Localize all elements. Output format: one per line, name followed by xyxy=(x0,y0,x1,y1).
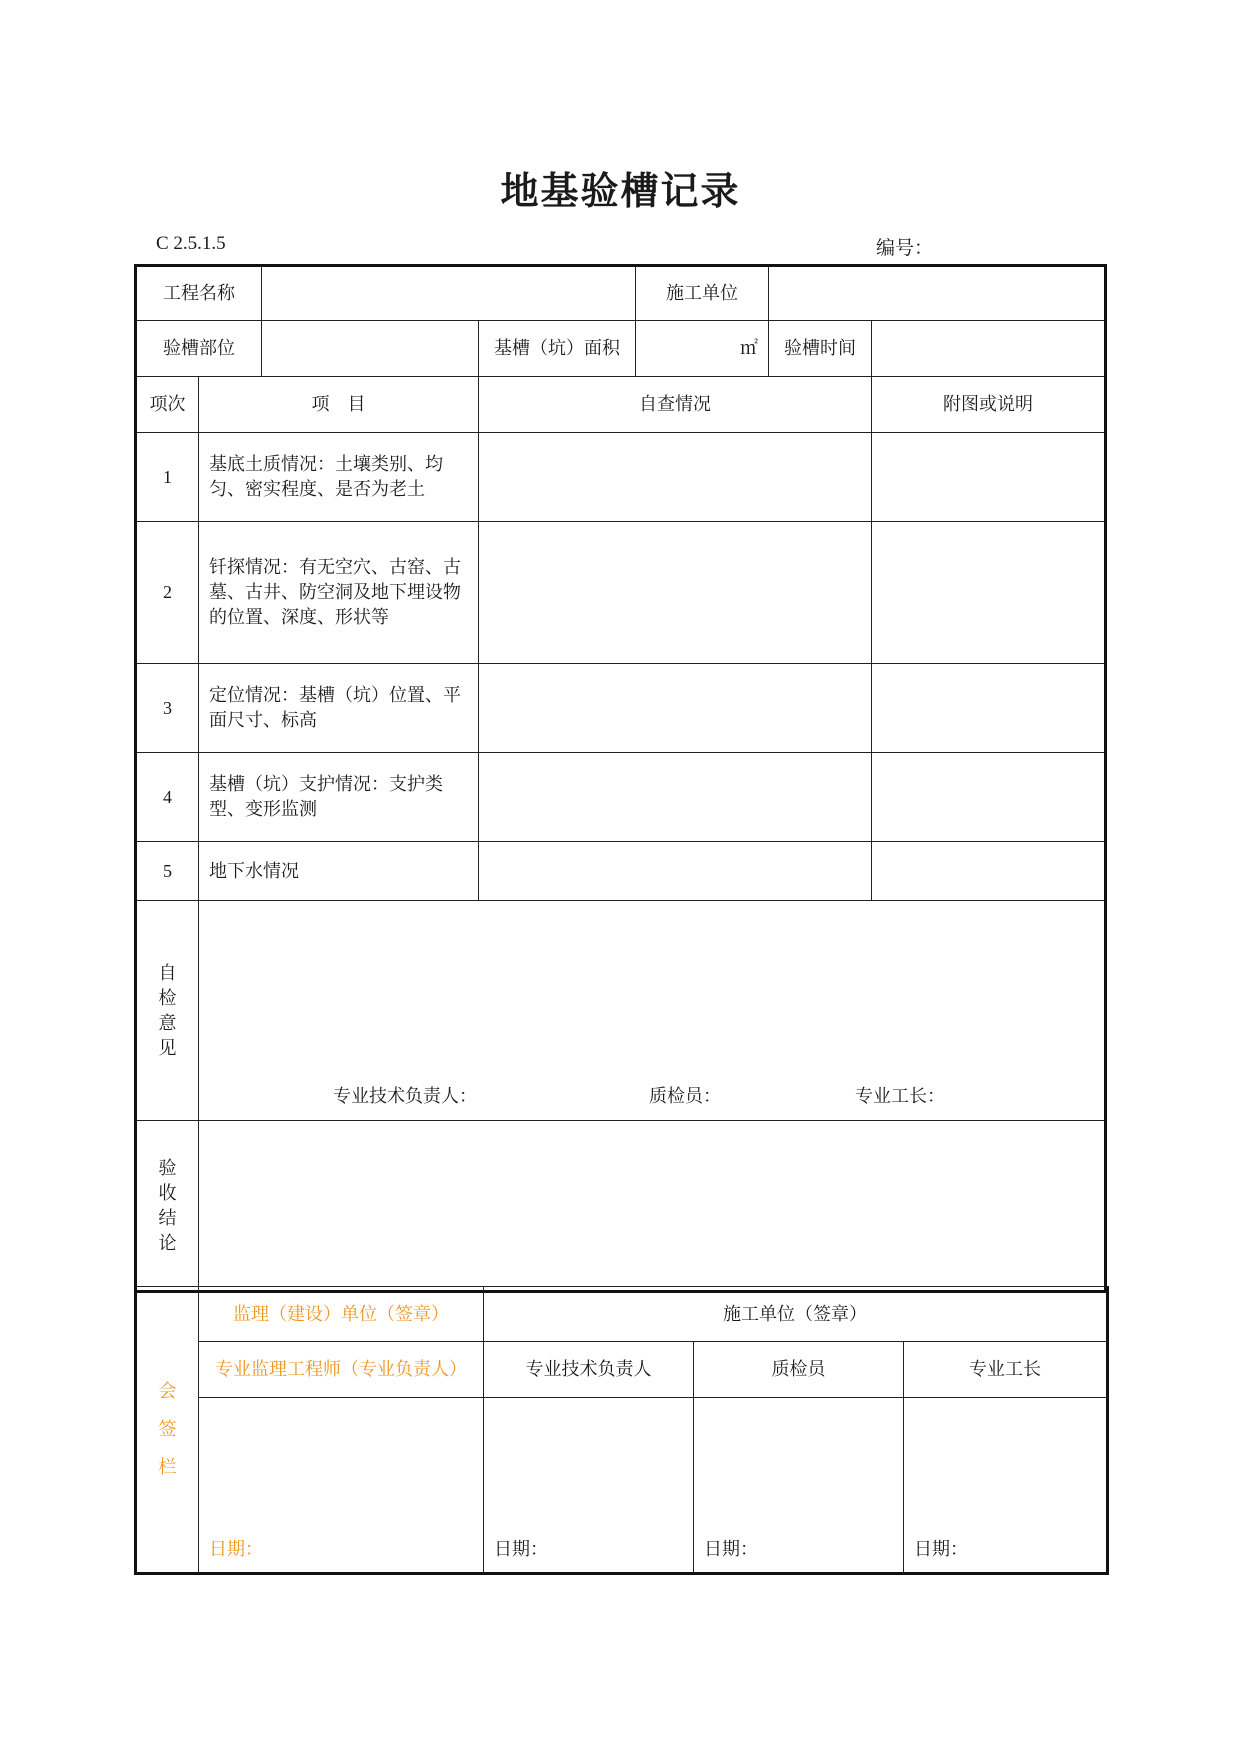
pit-area-label: 基槽（坑）面积 xyxy=(479,321,636,377)
self-foreman-label: 专业工长： xyxy=(855,1085,945,1107)
table-row xyxy=(136,753,1106,842)
row-self-check-field[interactable] xyxy=(479,522,872,664)
construction-unit-label: 施工单位 xyxy=(636,266,769,321)
table-row xyxy=(136,664,1106,753)
row-self-check-field[interactable] xyxy=(479,433,872,522)
date-label: 日期： xyxy=(704,1539,758,1560)
row-self-check-field[interactable] xyxy=(479,753,872,842)
inspect-part-label: 验槽部位 xyxy=(136,321,262,377)
date-label: 日期： xyxy=(209,1539,263,1560)
row-self-check-field[interactable] xyxy=(479,664,872,753)
col-item-header: 项 目 xyxy=(199,377,479,433)
self-opinion-row xyxy=(136,901,1106,1121)
signoff-header-row xyxy=(136,1287,1108,1342)
col-seq-header: 项次 xyxy=(136,377,199,433)
row-notes-field[interactable] xyxy=(872,433,1106,522)
project-name-field[interactable] xyxy=(262,266,636,321)
conclusion-label: 验 收 结 论 xyxy=(136,1121,199,1292)
inspect-time-field[interactable] xyxy=(872,321,1106,377)
foreman-sign-field[interactable] xyxy=(904,1398,1108,1574)
conclusion-row xyxy=(136,1121,1106,1292)
construction-unit-field[interactable] xyxy=(769,266,1106,321)
col-self-check-header: 自查情况 xyxy=(479,377,872,433)
signoff-roles-row xyxy=(136,1342,1108,1398)
construction-unit-seal-label: 施工单位（签章） xyxy=(484,1287,1108,1342)
row-self-check-field[interactable] xyxy=(479,842,872,901)
foreman-label: 专业工长 xyxy=(904,1342,1108,1398)
row-number: 5 xyxy=(136,842,199,901)
form-code: C 2.5.1.5 xyxy=(156,233,226,254)
date-label: 日期： xyxy=(914,1539,968,1560)
inspect-time-label: 验槽时间 xyxy=(769,321,872,377)
row-item: 定位情况：基槽（坑）位置、平面尺寸、标高 xyxy=(199,664,479,753)
self-tech-lead-label: 专业技术负责人： xyxy=(333,1085,477,1107)
row-number: 3 xyxy=(136,664,199,753)
inspect-part-field[interactable] xyxy=(262,321,479,377)
row-notes-field[interactable] xyxy=(872,753,1106,842)
tech-lead-sign-field[interactable] xyxy=(484,1398,694,1574)
self-opinion-label: 自 检 意 见 xyxy=(136,901,199,1121)
row-notes-field[interactable] xyxy=(872,522,1106,664)
header-row-2 xyxy=(136,321,1106,377)
project-name-label: 工程名称 xyxy=(136,266,262,321)
column-header-row xyxy=(136,377,1106,433)
supervision-sign-field[interactable] xyxy=(199,1398,484,1574)
row-number: 2 xyxy=(136,522,199,664)
inspector-label: 质检员 xyxy=(694,1342,904,1398)
pit-area-field[interactable] xyxy=(636,321,769,377)
inspection-form-table xyxy=(134,264,1107,1293)
tech-lead-label: 专业技术负责人 xyxy=(484,1342,694,1398)
table-row xyxy=(136,522,1106,664)
serial-number-label: 编号： xyxy=(876,237,934,259)
signoff-label: 会 签 栏 xyxy=(136,1287,199,1574)
pit-area-unit: ㎡ xyxy=(740,338,758,359)
signoff-sign-row xyxy=(136,1398,1108,1574)
page-title: 地基验槽记录 xyxy=(500,168,741,213)
row-item: 钎探情况：有无空穴、古窑、古墓、古井、防空洞及地下埋设物的位置、深度、形状等 xyxy=(199,522,479,664)
row-item: 基底土质情况：土壤类别、均匀、密实程度、是否为老土 xyxy=(199,433,479,522)
col-notes-header: 附图或说明 xyxy=(872,377,1106,433)
row-notes-field[interactable] xyxy=(872,842,1106,901)
row-number: 1 xyxy=(136,433,199,522)
inspector-sign-field[interactable] xyxy=(694,1398,904,1574)
header-row-1 xyxy=(136,266,1106,321)
row-item: 地下水情况 xyxy=(199,842,479,901)
conclusion-field[interactable] xyxy=(199,1121,1106,1292)
table-row xyxy=(136,433,1106,522)
signoff-table xyxy=(134,1286,1109,1575)
supervision-unit-label: 监理（建设）单位（签章） xyxy=(199,1287,484,1342)
self-inspector-label: 质检员： xyxy=(649,1085,721,1107)
self-opinion-field[interactable] xyxy=(199,901,1106,1121)
row-item: 基槽（坑）支护情况：支护类型、变形监测 xyxy=(199,753,479,842)
row-notes-field[interactable] xyxy=(872,664,1106,753)
date-label: 日期： xyxy=(494,1539,548,1560)
table-row xyxy=(136,842,1106,901)
supervision-engineer-label: 专业监理工程师（专业负责人） xyxy=(199,1342,484,1398)
row-number: 4 xyxy=(136,753,199,842)
